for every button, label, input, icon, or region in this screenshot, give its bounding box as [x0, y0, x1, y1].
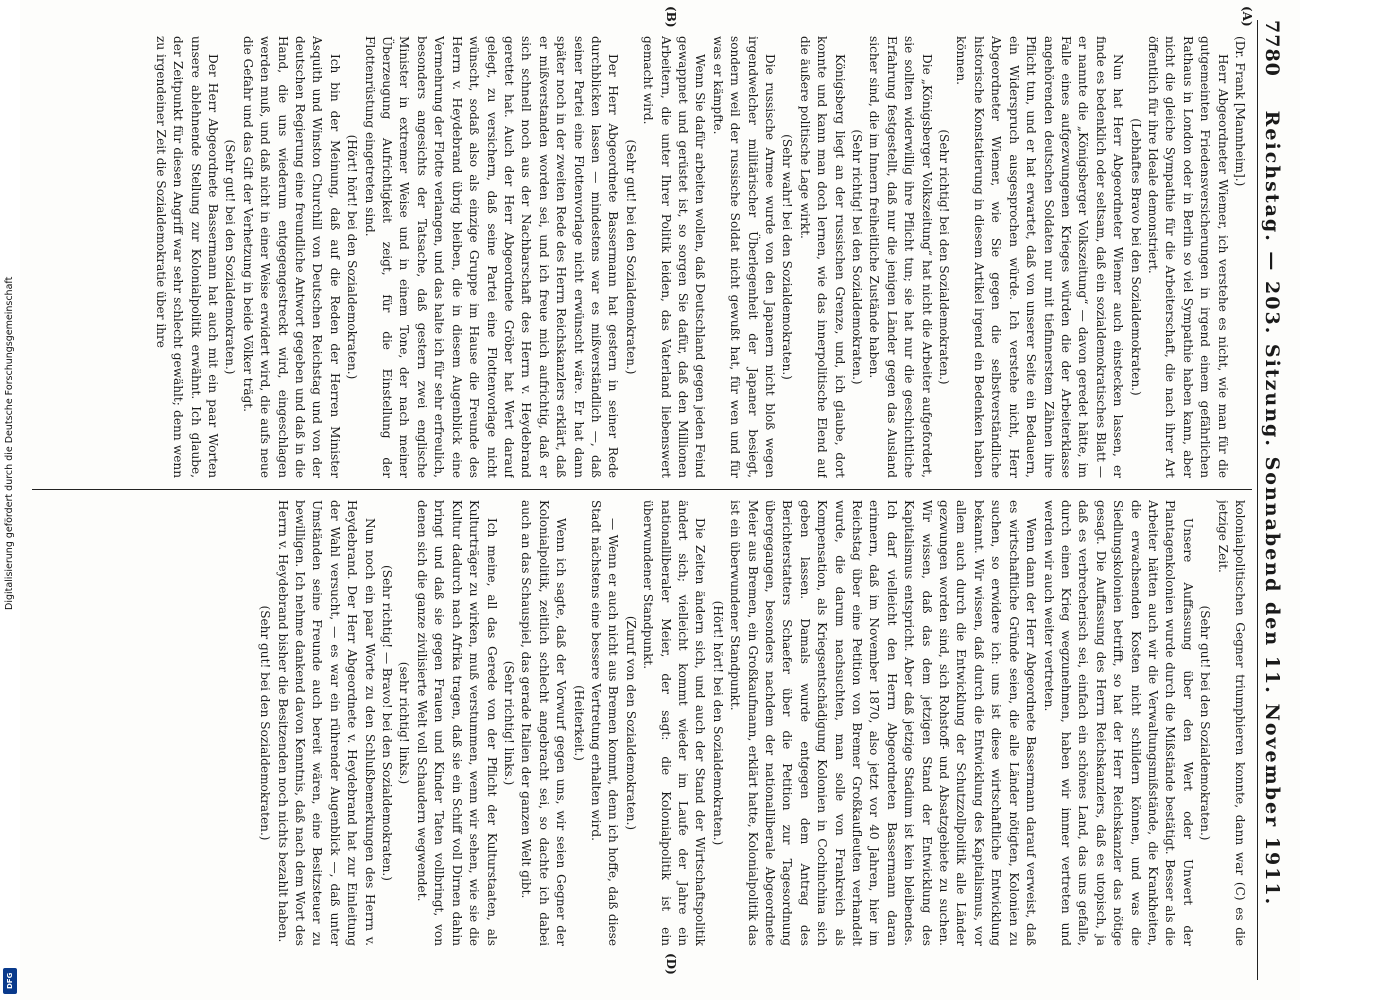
interjection: (Sehr wahr! bei den Sozialdemokraten.) — [780, 134, 795, 380]
left-text-column — [32, 36, 1248, 478]
paragraph: Nun hat Herr Abgeordneter Wiemer auch einstecken lassen, er finde es bedenklich oder seltsam, daß ein sozialdemokratisches Blatt — er nannte die „Königsberger Volkszeitung“ — davon geredet hätte, im Falle eines aufgezwungenen Krieges würden die der Arbeiterklasse angehörenden deutschen Soldaten nur mit tiefinnerstem Zähnen ihre Pflicht tun, und er hat erwartet, daß von unserer Seite ein Bedauern, ein Widerspruch ausgesprochen würde. Ich verstehe nicht, Herr Abgeordneter Wiemer, wie Sie gegen die selbstverständliche historische Konstatierung in diesem Artikel irgend ein Bedenken haben können. — [954, 36, 1126, 478]
paragraph: Nun noch ein paar Worte zu den Schlußbemerkungen des Herrn v. Heydebrand. Der Herr Abgeordnete v. Heydebrand hat zur Einleitung der Wahl versucht, — es war ein rührender Augenblick —, daß unter Umständen seine Freunde auch bereit wären, eine Besitzsteuer zu bewilligen. Ich nehme dankend davon Kenntnis, daß nach dem Wort des Herrn v. Heydebrand bisher die Besitzenden noch nichts bezahlt haben. — [275, 500, 377, 946]
paragraph: Der Herr Abgeordnete Bassermann hat gestern in seiner Rede durchblicken lassen — mindestens war es mißverständlich —, daß seiner Partei eine Flottenvorlage nicht erwünscht wäre. Er hat dann später noch in der zweiten Rede des Herrn Reichskanzlers erklärt, daß er mißverstanden worden sei, und ich freue mich aufrichtig, daß er sich schnell noch aus der Nachbarschaft des Herrn v. Heydebrand gerettet hat. Auch der Herr Abgeordnete Gröber hat Wert darauf gelegt, zu versichern, daß seine Partei eine Flottenvorlage nicht wünscht, sodaß also als einzige Gruppe im Hause die Freunde des Herrn v. Heydebrand übrig bleiben, die in diesem Augenblick eine Vermehrung der Flotte verlangen, und das halte ich für sehr erfreulich, besonders angesichts der Tatsache, daß gestern zwei englische Minister in extremer Weise und in einem Tone, der nach meiner Überzeugung Aufrichtigkeit zeigt, für die Einstellung der Flottenrüstung eingetreten sind. — [362, 36, 621, 478]
paragraph: Die russische Armee wurde von den Japanern nicht bloß wegen irgendwelcher militärischer Überlegenheit der Japaner besiegt, sondern weil der russische Soldat nicht gewußt hat, für wen und für was er kämpfte. — [710, 36, 778, 478]
interjection: (Zuruf von den Sozialdemokraten.) — [623, 615, 638, 831]
paragraph: Wenn Sie dafür arbeiten wollen, daß Deutschland gegen jeden Feind gewappnet und gerüstet ist, so sorgen Sie dafür, daß den Millionen Arbeitern, die unter Ihrer Politik leiden, das Vaterland liebenswert gemacht wird. — [641, 36, 708, 478]
paragraph: Ich meine, all das Gerede von der Pflicht der Kulturstaaten, als Kulturträger zu wirken, muß verstummen, wenn wir sehen, wie sie die Kultur dadurch nach Afrika tragen, daß sie ein Schiff voll Dirnen dahin bringt und daß sie gegen Frauen und Kinder Taten vollbringt, von denen sich die ganze zivilisierte Welt voll Schaudern wegwendet. — [414, 500, 499, 946]
document-page — [20, 0, 1300, 1000]
page-header — [1257, 20, 1286, 980]
interjection: (Sehr richtig! bei den Sozialdemokraten.) — [850, 129, 865, 385]
right-text-column — [32, 500, 1248, 946]
paragraph: Herr Abgeordneter Wiemer, ich verstehe es nicht, wie man für die gutgemeinten Friedensversicherungen in irgend einem gefährlichen Rathaus in London oder in Berlin so viel Sympathie haben kann, aber nicht die gleiche Sympathie für die Arbeiterschaft, die nach ihrer Art öffentlich für ihre Ideale demonstriert. — [1145, 36, 1230, 478]
interjection: (Sehr richtig! — Bravo! bei den Sozialdemokraten.) — [380, 565, 395, 881]
interjection: (Heiterkeit.) — [571, 685, 586, 761]
interjection: (Sehr gut! bei den Sozialdemokraten.) — [623, 139, 638, 375]
credit-strip — [0, 0, 20, 1000]
interjection: (Sehr richtig! links.) — [501, 660, 516, 786]
interjection: (Hört! hört! bei den Sozialdemokraten.) — [345, 134, 360, 380]
interjection: (sehr richtig! links.) — [397, 661, 412, 785]
interjection: (Lebhaftes Bravo bei den Sozialdemokraten.) — [1128, 118, 1143, 396]
interjection: (Hört! hört! bei den Sozialdemokraten.) — [710, 600, 725, 846]
interjection: (Sehr gut! bei den Sozialdemokraten.) — [258, 605, 273, 841]
paragraph: Ich bin der Meinung, daß auf die Reden der Herren Minister Asquith und Winston Churchill von Deutschen Reichstag und von der deutschen Regierung eine freundliche Antwort gegeben und daß in die Hand, die uns wiederum entgegengestreckt wird, eingeschlagen werden muß, und daß nicht in einer Weise erwidert wird, die aufs neue die Gefahr und das Gift der Verhetzung in beide Völker trägt. — [240, 36, 342, 478]
paragraph: Unsere Auffassung über den Wert oder Unwert der Plantagenkolonien wurde durch die Mißstände bestätigt. Besser als die Arbeiter hätten auch wir die Verwaltungsmißstände, die Krankheiten, die erwachsenden Kosten nicht schildern können, und was die Siedlungskolonien betrifft, so hat der Herr Reichskanzler das nötige gesagt. Die Auffassung des Herrn Reichskanzlers, daß es utopisch, ja daß es verbrecherisch sei, einfach ein schönes Land, das uns gefalle, durch einen Krieg wegzunehmen, haben wir immer vertreten und werden wir auch weiter vertreten. — [1041, 500, 1195, 946]
paragraph: Wenn ich sagte, daß der Vorwurf gegen uns, wir seien Gegner der Kolonialpolitik, zeitlich schlecht angebracht sei, so dachte ich dabei auch an das Schauspiel, das gerade Italien der ganzen Welt gibt. — [519, 500, 569, 946]
interjection: (Sehr gut! bei den Sozialdemokraten.) — [1198, 605, 1213, 841]
paragraph: Königsberg liegt an der russischen Grenze, und, ich glaube, dort konnte und kann man doch lernen, wie das innerpolitische Elend auf die äußere politische Lage wirkt. — [797, 36, 847, 478]
page-number: 7780 — [1261, 20, 1283, 77]
margin-marker-d: (D) — [664, 953, 678, 975]
paragraph: Wenn dann der Herr Abgeordnete Bassermann darauf verweist, daß es wirtschaftliche Gründe seien, die alle Länder nötigten, Kolonien zu suchen, so erwidere ich: uns ist diese wirtschaftliche Entwicklung bekannt. Wir wissen, daß durch die Entwicklung des Kapitalismus, vor allem auch durch die Entwicklung der Schutzzollpolitik alle Länder gezwungen worden sind, sich Rohstoff- und Absatzgebiete zu suchen. Wir wissen, daß das dem jetzigen Stand der Entwicklung des Kapitalismus entspricht. Aber daß jetzige Stadium ist kein bleibendes. Ich darf vielleicht den Herrn Abgeordneten Bassermann daran erinnern, daß im November 1870, also jetzt vor 40 Jahren, hier im Reichstag über eine Petition von Bremer Großkaufleuten verhandelt wurde, die darum nachsuchten, man solle von Frankreich als Kompensation, als Kriegsentschädigung Kolonien in Cochinchina sich geben lassen. Damals wurde entgegen dem Antrag des Berichterstatters Schaefer über die Petition zur Tagesordnung übergegangen, besonders nachdem der nationalliberale Abgeordnete Meier aus Bremen, ein Großkaufmann, erklärt hatte, Kolonialpolitik das ist ein überwundener Standpunkt. — [728, 500, 1039, 946]
paragraph: (Dr. Frank [Mannheim].) — [1233, 36, 1247, 187]
paragraph: Die „Königsberger Volkszeitung“ hat nicht die Arbeiter aufgefordert, sie sollten widerwillig ihre Pflicht tun; sie hat nur die geschichtliche Erfahrung festgestellt, daß nur die jenigen Länder gegen das Ausland sicher sind, die im Innern freiheitliche Zustände haben. — [867, 36, 934, 478]
paragraph: — Wenn er auch nicht aus Bremen kommt, denn ich hoffe, daß diese Stadt nächstens eine bessere Vertretung erhalten wird. — [588, 500, 621, 946]
column-divider — [32, 489, 1252, 490]
paragraph: kolonialpolitischen Gegner triumphieren konnte, dann war (C) es die jetzige Zeit. — [1215, 500, 1247, 946]
dfg-logo-icon: DFG — [3, 968, 17, 994]
interjection: (Sehr gut! bei den Sozialdemokraten.) — [223, 139, 238, 375]
interjection: (Sehr richtig! bei den Sozialdemokraten.) — [937, 129, 952, 385]
paragraph: Der Herr Abgeordnete Bassermann hat auch mit ein paar Worten unsere ablehnende Stellung zur Kolonialpolitik erwähnt. Ich glaube, der Zeitpunkt für diesen Angriff war sehr schlecht gewählt; denn wenn zu irgendeiner Zeit die Sozialdemokratie über ihre — [153, 36, 221, 478]
paragraph: Die Zeiten ändern sich, und auch der Stand der Wirtschaftspolitik ändert sich; vielleicht kommt wieder im Laufe der Jahre ein nationalliberaler Meier, der sagt: die Kolonialpolitik ist ein überwundener Standpunkt. — [641, 500, 708, 946]
funding-credit: Digitalisierung gefördert durch die Deutsche Forschungsgemeinschaft — [4, 276, 15, 610]
margin-marker-a: (A) — [1240, 6, 1254, 27]
page-title: Reichstag. — 203. Sitzung. Sonnabend den 11. November 1911. — [1261, 110, 1283, 907]
margin-marker-b: (B) — [664, 6, 678, 28]
